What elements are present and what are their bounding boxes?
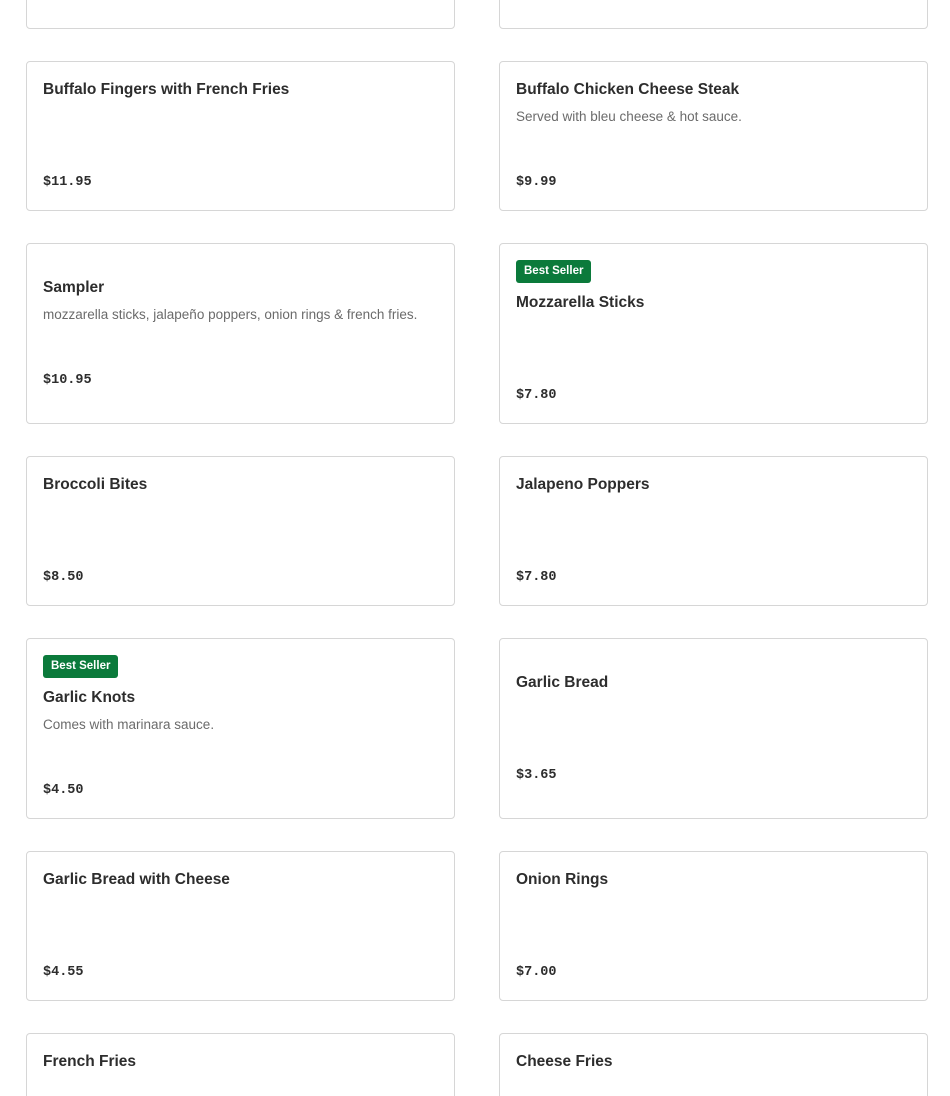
menu-item-price: $11.95 bbox=[43, 175, 92, 190]
menu-item-card[interactable] bbox=[499, 1033, 928, 1096]
menu-item-card[interactable] bbox=[26, 1033, 455, 1096]
menu-item-card[interactable] bbox=[499, 851, 928, 1001]
menu-item-card[interactable] bbox=[499, 456, 928, 606]
menu-item-price: $7.80 bbox=[516, 388, 557, 403]
menu-item-card[interactable] bbox=[26, 0, 455, 29]
menu-item-card[interactable] bbox=[499, 638, 928, 819]
menu-item-description: mozzarella sticks, jalapeño poppers, onion rings & french fries. bbox=[43, 307, 418, 322]
menu-item-price: $7.80 bbox=[516, 570, 557, 585]
menu-item-card[interactable] bbox=[26, 638, 455, 819]
menu-item-name: Garlic Knots bbox=[43, 689, 136, 706]
menu-item-card[interactable] bbox=[499, 0, 928, 29]
menu-item-card[interactable] bbox=[26, 243, 455, 424]
menu-item-card[interactable] bbox=[499, 61, 928, 211]
menu-item-price: $3.65 bbox=[516, 768, 557, 783]
menu-item-price: $4.50 bbox=[43, 783, 84, 798]
menu-item-name: Mozzarella Sticks bbox=[516, 294, 645, 311]
menu-item-description: Served with bleu cheese & hot sauce. bbox=[516, 109, 742, 124]
menu-item-card[interactable] bbox=[26, 851, 455, 1001]
menu-item-price: $10.95 bbox=[43, 373, 92, 388]
menu-item-card[interactable] bbox=[26, 61, 455, 211]
menu-item-name: Broccoli Bites bbox=[43, 476, 148, 493]
menu-item-name: Garlic Bread bbox=[516, 674, 609, 691]
menu-item-price: $8.50 bbox=[43, 570, 84, 585]
menu-item-name: Garlic Bread with Cheese bbox=[43, 871, 230, 888]
menu-item-price: $9.99 bbox=[516, 175, 557, 190]
menu-item-name: Sampler bbox=[43, 279, 105, 296]
menu-item-name: Cheese Fries bbox=[516, 1053, 613, 1070]
menu-item-name: Buffalo Chicken Cheese Steak bbox=[516, 81, 740, 98]
best-seller-badge: Best Seller bbox=[516, 260, 591, 283]
menu-item-card[interactable] bbox=[26, 456, 455, 606]
menu-item-price: $4.55 bbox=[43, 965, 84, 980]
best-seller-badge: Best Seller bbox=[43, 655, 118, 678]
menu-item-description: Comes with marinara sauce. bbox=[43, 717, 215, 732]
menu-item-price: $7.00 bbox=[516, 965, 557, 980]
menu-item-name: Jalapeno Poppers bbox=[516, 476, 650, 493]
menu-item-card[interactable] bbox=[499, 243, 928, 424]
menu-item-name: Buffalo Fingers with French Fries bbox=[43, 81, 290, 98]
menu-item-name: Onion Rings bbox=[516, 871, 609, 888]
menu-item-name: French Fries bbox=[43, 1053, 137, 1070]
